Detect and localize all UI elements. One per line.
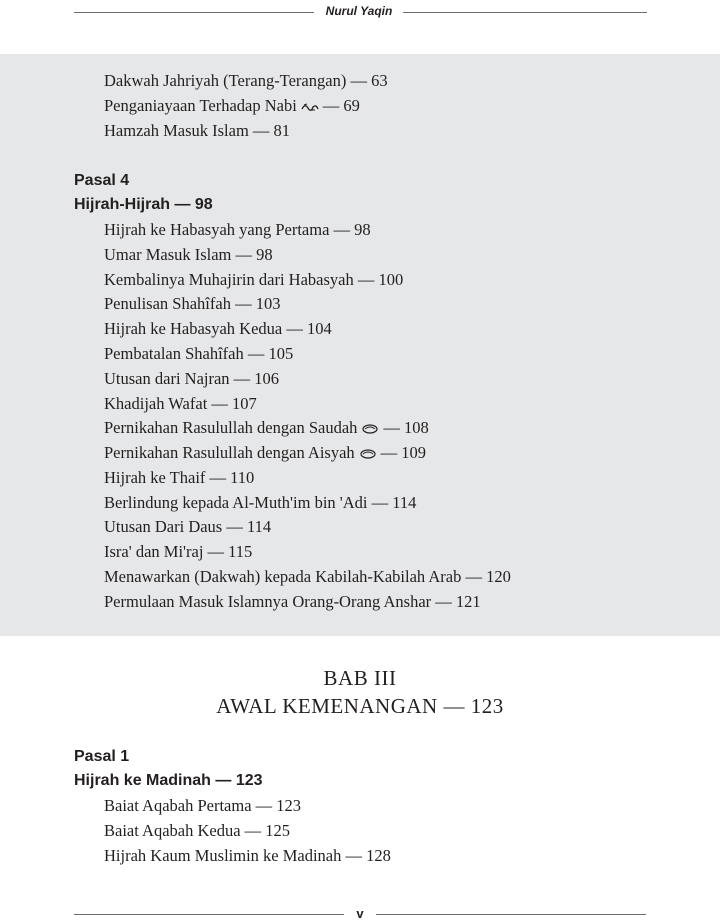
toc-entry-text: Penganiayaan Terhadap Nabi [104, 96, 297, 115]
toc-entry: Utusan Dari Daus — 114 [104, 517, 272, 536]
toc-entry [104, 95, 360, 117]
toc-entry: Permulaan Masuk Islamnya Orang-Orang Anshar — 121 [104, 592, 481, 611]
toc-entry-page: — 109 [380, 443, 427, 462]
toc-entry: Hijrah ke Habasyah yang Pertama — 98 [104, 220, 371, 239]
header-rule-right [403, 12, 647, 13]
toc-entry: Pembatalan Shahîfah — 105 [104, 344, 294, 363]
toc-entry: Hamzah Masuk Islam — 81 [104, 121, 291, 140]
toc-entry: Berlindung kepada Al-Muth'im bin 'Adi — 114 [104, 493, 417, 512]
toc-entry: Khadijah Wafat — 107 [104, 394, 257, 413]
honorific-glyph-icon [361, 424, 379, 434]
toc-entry: Umar Masuk Islam — 98 [104, 245, 273, 264]
toc-entry [104, 442, 426, 464]
toc-entry-page: — 108 [383, 418, 429, 437]
toc-entry: Menawarkan (Dakwah) kepada Kabilah-Kabilah Arab — 120 [104, 567, 511, 586]
footer-rule-left [74, 914, 344, 915]
toc-entry: Dakwah Jahriyah (Terang-Terangan) — 63 [104, 71, 388, 90]
page-number: v [356, 906, 364, 921]
toc-entry: Hijrah ke Habasyah Kedua — 104 [104, 319, 332, 338]
toc-entry: Hijrah ke Thaif — 110 [104, 468, 255, 487]
toc-entry-page: — 69 [322, 96, 360, 115]
toc-entry: Utusan dari Najran — 106 [104, 369, 280, 388]
toc-entry: Isra' dan Mi'raj — 115 [104, 542, 253, 561]
header-rule-left [74, 12, 314, 13]
honorific-glyph-icon [301, 102, 319, 112]
running-title: Nurul Yaqin [325, 4, 393, 18]
pasal-label: Pasal 1 [74, 748, 130, 765]
footer-rule-right [376, 914, 646, 915]
toc-entry: Baiat Aqabah Kedua — 125 [104, 821, 291, 840]
toc-entry: Baiat Aqabah Pertama — 123 [104, 796, 302, 815]
pasal-title: Hijrah ke Madinah — 123 [74, 772, 263, 789]
toc-entry: Penulisan Shahîfah — 103 [104, 294, 281, 313]
pasal-title: Hijrah-Hijrah — 98 [74, 196, 213, 213]
bab-number: BAB III [323, 666, 397, 690]
toc-entry: Hijrah Kaum Muslimin ke Madinah — 128 [104, 846, 391, 865]
pasal-label: Pasal 4 [74, 172, 130, 189]
toc-entry: Kembalinya Muhajirin dari Habasyah — 100 [104, 270, 404, 289]
toc-entry-text: Pernikahan Rasulullah dengan Saudah [104, 418, 358, 437]
toc-entry-text: Pernikahan Rasulullah dengan Aisyah [104, 443, 355, 462]
honorific-glyph-icon [359, 449, 377, 459]
toc-entry [104, 417, 429, 439]
bab-title: AWAL KEMENANGAN — 123 [216, 694, 504, 718]
